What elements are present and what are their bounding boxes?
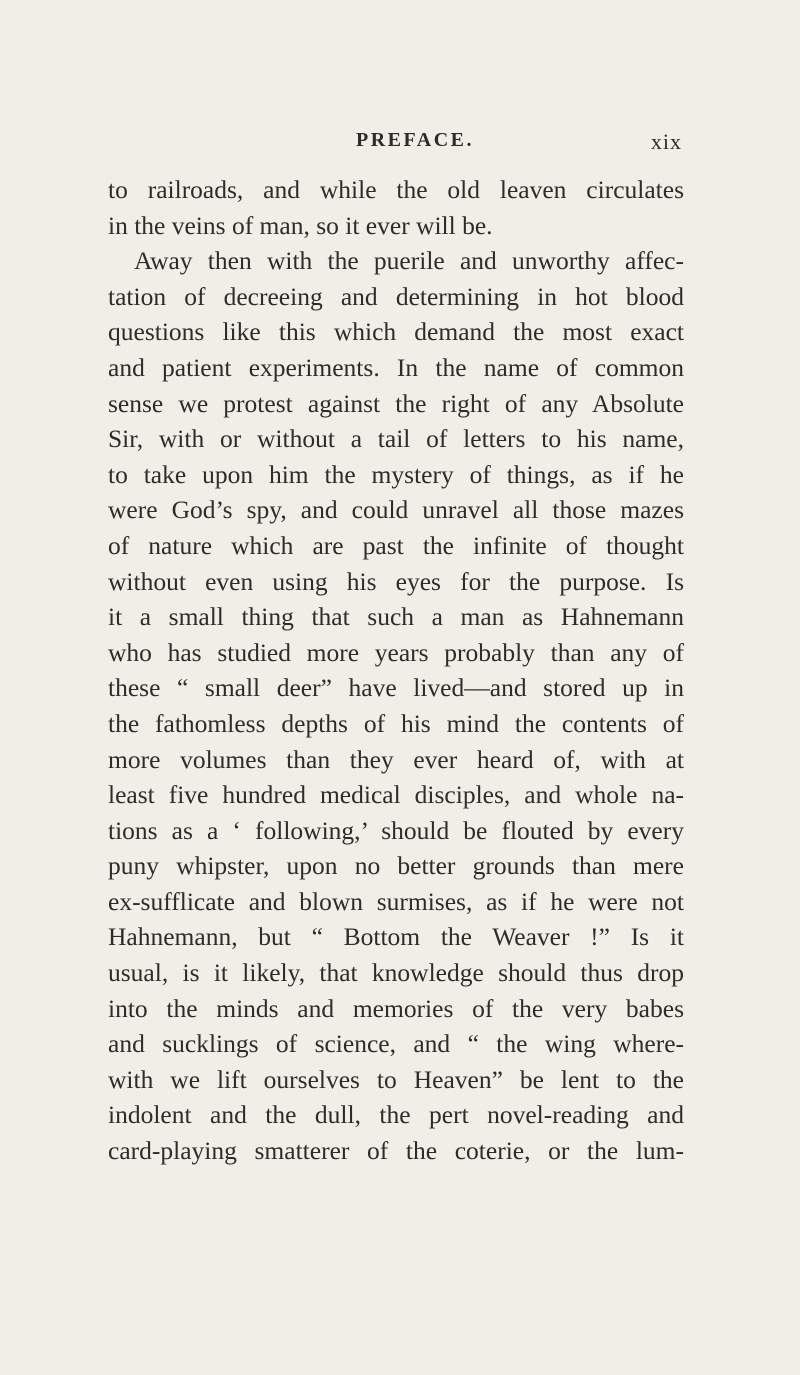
- text-line: indolent and the dull, the pert novel-reading and: [108, 1100, 684, 1130]
- text-line: to railroads, and while the old leaven circulates: [108, 175, 684, 204]
- text-line: it a small thing that such a man as Hahnemann: [108, 602, 684, 632]
- text-line: and sucklings of science, and “ the wing where-: [108, 1029, 684, 1059]
- text-line: card-playing smatterer of the coterie, or the lum-: [108, 1136, 684, 1166]
- text-line: Hahnemann, but “ Bottom the Weaver !” Is it: [108, 922, 684, 952]
- text-line: who has studied more years probably than any of: [108, 637, 684, 667]
- text-line: tation of decreeing and determining in hot blood: [108, 281, 684, 311]
- text-line: Sir, with or without a tail of letters to his name,: [108, 424, 684, 454]
- text-line: questions like this which demand the most exact: [108, 317, 684, 347]
- text-line: to take upon him the mystery of things, as if he: [108, 459, 684, 489]
- text-line: the fathomless depths of his mind the contents of: [108, 708, 684, 738]
- text-line: more volumes than they ever heard of, with at: [108, 744, 684, 774]
- text-line: sense we protest against the right of any Absolute: [108, 388, 684, 418]
- text-line: and patient experiments. In the name of common: [108, 352, 684, 382]
- running-head: [108, 129, 682, 159]
- body-text: [108, 172, 684, 1169]
- text-line: usual, is it likely, that knowledge should thus drop: [108, 958, 684, 988]
- text-line: puny whipster, upon no better grounds than mere: [108, 851, 684, 881]
- text-line: these “ small deer” have lived—and stored up in: [108, 673, 684, 703]
- text-line: least five hundred medical disciples, and whole na-: [108, 780, 684, 810]
- text-line: in the veins of man, so it ever will be.: [108, 210, 493, 240]
- running-head-title: PREFACE.: [356, 129, 474, 151]
- page-number: xix: [650, 129, 682, 154]
- text-line: ex-sufflicate and blown surmises, as if he were not: [108, 886, 684, 916]
- text-line: Away then with the puerile and unworthy affec-: [134, 246, 684, 276]
- text-line: into the minds and memories of the very babes: [108, 993, 684, 1023]
- text-line: with we lift ourselves to Heaven” be lent to the: [108, 1064, 684, 1094]
- text-line: were God’s spy, and could unravel all those mazes: [108, 495, 684, 525]
- text-line: tions as a ‘ following,’ should be flouted by every: [108, 815, 684, 845]
- text-line: without even using his eyes for the purpose. Is: [108, 566, 684, 596]
- text-line: of nature which are past the infinite of thought: [108, 530, 684, 560]
